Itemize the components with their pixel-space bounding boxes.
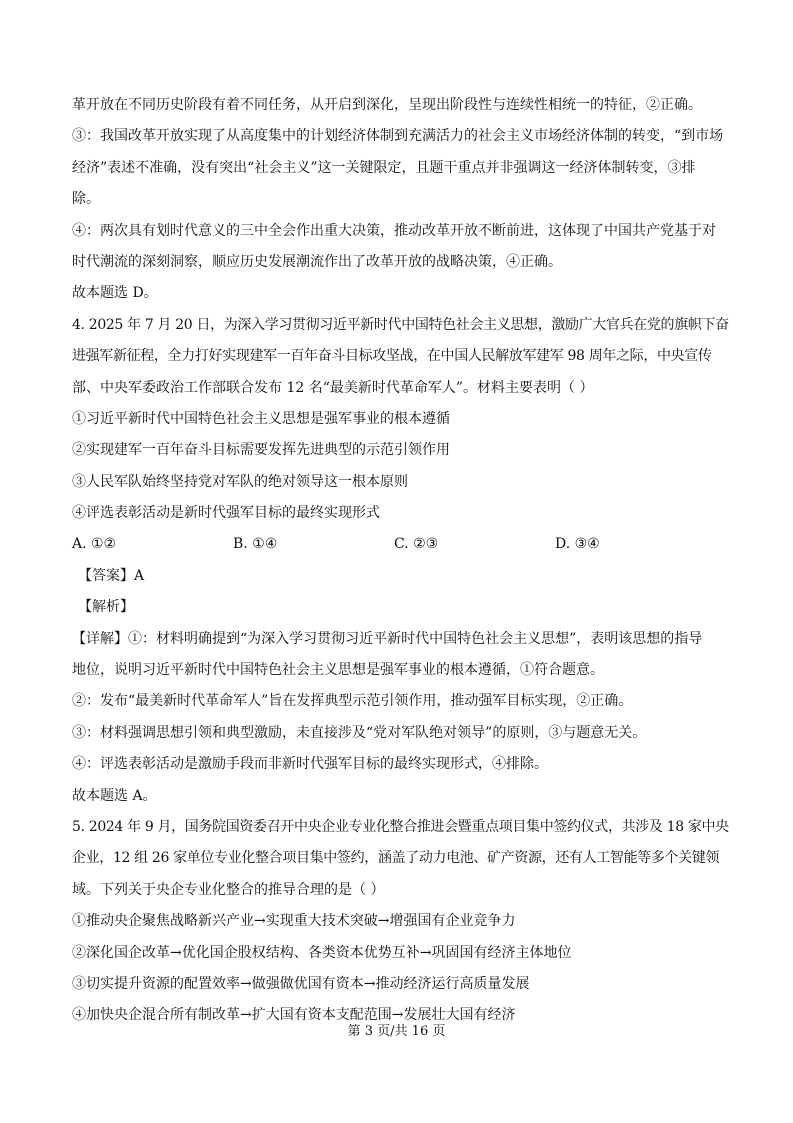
option-statement: ①推动央企聚焦战略新兴产业→实现重大技术突破→增强国有企业竞争力 xyxy=(72,913,516,930)
choice-c: C. ②③ xyxy=(394,536,439,553)
text-line: 经济”表述不准确，没有突出“社会主义”这一关键限定，且题干重点并非强调这一经济体制转变，③排 xyxy=(72,159,696,176)
text-line: ③：我国改革开放实现了从高度集中的计划经济体制到充满活力的社会主义市场经济体制的转变，“到市场 xyxy=(72,128,724,145)
text-line: 除。 xyxy=(72,191,100,208)
question-5-stem: 域。下列关于央企专业化整合的推导合理的是（ ） xyxy=(72,881,385,898)
question-4-stem: 部、中央军委政治工作部联合发布 12 名“最美新时代革命军人”。材料主要表明（ ） xyxy=(72,379,594,396)
choice-a: A. ①② xyxy=(72,536,117,553)
analysis-line: 【详解】①：材料明确提到“为深入学习贯彻习近平新时代中国特色社会主义思想”，表明该思想的指导 xyxy=(72,630,703,647)
analysis-line: ③：材料强调思想引领和典型激励，未直接涉及“党对军队绝对领导”的原则，③与题意无关。 xyxy=(72,724,647,741)
text-line: 时代潮流的深刻洞察，顺应历史发展潮流作出了改革开放的战略决策，④正确。 xyxy=(72,253,562,270)
option-statement: ④加快央企混合所有制改革→扩大国有资本支配范围→发展壮大国有经济 xyxy=(72,1007,516,1024)
option-statement: ①习近平新时代中国特色社会主义思想是强军事业的根本遵循 xyxy=(72,410,450,427)
question-5-stem: 5. 2024 年 9 月，国务院国资委召开中央企业专业化整合推进会暨重点项目集中签约仪式，共涉及 18 家中央 xyxy=(72,818,729,835)
analysis-line: 地位，说明习近平新时代中国特色社会主义思想是强军事业的根本遵循，①符合题意。 xyxy=(72,662,604,679)
text-line: 革开放在不同历史阶段有着不同任务，从开启到深化，呈现出阶段性与连续性相统一的特征，②正确。 xyxy=(72,97,702,113)
text-line: ④：两次具有划时代意义的三中全会作出重大决策，推动改革开放不断前进，这体现了中国共产党基于对 xyxy=(72,222,716,239)
choice-b: B. ①④ xyxy=(233,536,278,553)
question-4-stem: 4. 2025 年 7 月 20 日，为深入学习贯彻习近平新时代中国特色社会主义思想，激励广大官兵在党的旗帜下奋 xyxy=(72,316,729,333)
option-statement: ③人民军队始终坚持党对军队的绝对领导这一根本原则 xyxy=(72,473,408,490)
analysis-label: 【解析】 xyxy=(78,599,134,616)
option-statement: ④评选表彰活动是新时代强军目标的最终实现形式 xyxy=(72,505,380,522)
analysis-line: ②：发布“最美新时代革命军人”旨在发挥典型示范引领作用，推动强军目标实现，②正确。 xyxy=(72,693,633,710)
choice-d: D. ③④ xyxy=(555,536,600,553)
analysis-line: ④：评选表彰活动是激励手段而非新时代强军目标的最终实现形式，④排除。 xyxy=(72,756,548,773)
page-content xyxy=(72,90,729,1032)
option-statement: ③切实提升资源的配置效率→做强做优国有资本→推动经济运行高质量发展 xyxy=(72,975,530,992)
option-statement: ②实现建军一百年奋斗目标需要发挥先进典型的示范引领作用 xyxy=(72,442,450,459)
conclusion-line: 故本题选 D。 xyxy=(72,285,158,302)
page-number-footer: 第 3 页/共 16 页 xyxy=(347,1024,446,1039)
option-statement: ②深化国企改革→优化国企股权结构、各类资本优势互补→巩固国有经济主体地位 xyxy=(72,944,572,961)
question-5-stem: 企业，12 组 26 家单位专业化整合项目集中签约，涵盖了动力电池、矿产资源，还有人工智能等多个关键领 xyxy=(72,850,720,867)
answer-label: 【答案】A xyxy=(78,567,145,584)
conclusion-line: 故本题选 A。 xyxy=(72,787,157,804)
question-4-choices xyxy=(72,529,722,560)
question-4-stem: 进强军新征程，全力打好实现建军一百年奋斗目标攻坚战，在中国人民解放军建军 98 周年之际，中央宣传 xyxy=(72,348,712,365)
